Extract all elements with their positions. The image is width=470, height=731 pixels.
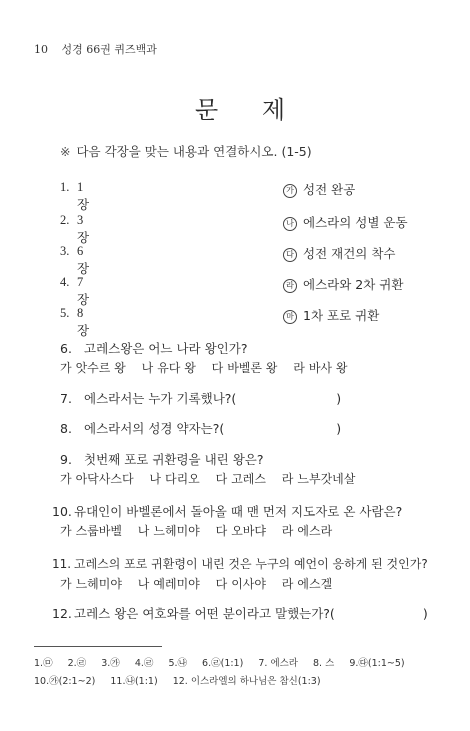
page-number: 10 — [34, 43, 48, 56]
question-number: 12. — [52, 606, 72, 621]
instruction-text: 다음 각장을 맞는 내용과 연결하시오. (1-5) — [76, 144, 312, 159]
question-number: 10. — [52, 504, 72, 519]
running-head — [34, 41, 157, 57]
option: 가 앗수르 왕 — [60, 361, 126, 375]
item-number: 4. — [60, 275, 70, 289]
circled-letter-icon: 다 — [215, 472, 228, 486]
item-number: 3. — [60, 244, 70, 258]
close-paren: ) — [422, 606, 428, 621]
reference-mark: ※ — [60, 144, 71, 159]
footnote-divider — [34, 646, 162, 647]
answer-item: 11.㉯(1:1) — [110, 676, 158, 687]
page-title: 문 제 — [195, 96, 303, 124]
match-text: 1차 포로 귀환 — [303, 308, 380, 323]
close-paren: ) — [336, 421, 342, 436]
option: 다 오바댜 — [215, 524, 266, 538]
answer-item: 9.㉰(1:1~5) — [349, 658, 405, 669]
circled-letter-icon: 나 — [141, 361, 154, 375]
circled-letter-icon: 마 — [283, 310, 297, 324]
answer-item: 4.㉣ — [134, 658, 154, 669]
answer-item: 10.㉮(2:1~2) — [34, 676, 96, 687]
question-text: 고레스 왕은 여호와를 어떤 분이라고 말했는가?( — [74, 606, 335, 621]
question-text: 에스라서는 누가 기록했나?( — [84, 391, 237, 406]
item-number: 2. — [60, 213, 70, 227]
circled-letter-icon: 나 — [283, 217, 297, 231]
question-text: 고레스왕은 어느 나라 왕인가? — [84, 341, 248, 356]
option: 나 유다 왕 — [141, 361, 196, 375]
match-text: 성전 재건의 착수 — [303, 246, 396, 261]
question-11-options — [60, 575, 344, 592]
answer-item: 7. 에스라 — [258, 658, 298, 669]
circled-letter-icon: 다 — [215, 524, 228, 538]
question-9-options — [60, 470, 367, 487]
answer-key-line-2 — [34, 673, 333, 687]
answer-item: 8. 스 — [313, 658, 335, 669]
option: 다 바벨론 왕 — [211, 361, 278, 375]
circled-letter-icon: 가 — [60, 472, 72, 486]
answer-item: 6.㉣(1:1) — [202, 658, 244, 669]
option: 다 고레스 — [215, 472, 266, 486]
chapter-label: 3장 — [77, 213, 90, 245]
question-8 — [60, 419, 341, 437]
question-text: 고레스의 포로 귀환령이 내린 것은 누구의 예언이 응하게 된 것인가? — [74, 557, 428, 571]
option: 나 예레미야 — [137, 577, 200, 591]
answer-item: 1.㉤ — [34, 658, 53, 669]
close-paren: ) — [336, 391, 342, 406]
chapter-label: 7장 — [77, 275, 90, 307]
option: 나 느헤미야 — [137, 524, 200, 538]
question-text: 유대인이 바벨론에서 돌아올 때 맨 먼저 지도자로 온 사람은? — [74, 504, 403, 519]
circled-letter-icon: 나 — [137, 524, 150, 538]
circled-letter-icon: 다 — [215, 577, 228, 591]
option: 가 스룹바벨 — [60, 524, 122, 538]
circled-letter-icon: 라 — [283, 279, 297, 293]
circled-letter-icon: 나 — [137, 577, 150, 591]
option: 라 느부갓네살 — [281, 472, 356, 486]
option: 가 느헤미야 — [60, 577, 122, 591]
circled-letter-icon: 가 — [60, 577, 72, 591]
circled-letter-icon: 나 — [149, 472, 161, 486]
answer-key-line-1 — [34, 655, 405, 669]
item-number: 1. — [60, 180, 70, 194]
option: 라 에스라 — [281, 524, 333, 538]
circled-letter-icon: 다 — [283, 248, 297, 262]
circled-letter-icon: 라 — [293, 361, 305, 375]
item-number: 5. — [60, 306, 70, 320]
question-6-options — [60, 359, 359, 376]
question-10-options — [60, 522, 344, 539]
question-number: 11. — [52, 557, 72, 571]
match-text: 성전 완공 — [303, 182, 356, 197]
circled-letter-icon: 다 — [211, 361, 224, 375]
option: 라 에스겔 — [281, 577, 333, 591]
circled-letter-icon: 가 — [60, 524, 72, 538]
circled-letter-icon: 라 — [281, 472, 294, 486]
chapter-label: 6장 — [77, 244, 90, 276]
match-text: 에스라의 성별 운동 — [303, 215, 408, 230]
option: 나 다리오 — [149, 472, 200, 486]
question-number: 6. — [60, 341, 72, 356]
question-text: 에스라서의 성경 약자는?( — [84, 421, 225, 436]
answer-item: 5.㉯ — [168, 658, 188, 669]
question-number: 7. — [60, 391, 72, 406]
question-9 — [60, 450, 264, 468]
question-11 — [52, 555, 428, 572]
circled-letter-icon: 라 — [281, 577, 294, 591]
answer-item: 12. 이스라엘의 하나님은 참신(1:3) — [172, 676, 321, 687]
question-7 — [60, 389, 341, 407]
option: 가 아닥사스다 — [60, 472, 134, 486]
option: 다 이사야 — [215, 577, 266, 591]
question-number: 8. — [60, 421, 72, 436]
instruction — [60, 142, 312, 160]
question-number: 9. — [60, 452, 72, 467]
question-6 — [60, 339, 247, 357]
chapter-label: 1장 — [77, 180, 90, 212]
answer-item: 3.㉮ — [101, 658, 120, 669]
answer-item: 2.㉣ — [67, 658, 87, 669]
circled-letter-icon: 라 — [281, 524, 294, 538]
question-12 — [52, 604, 428, 622]
match-text: 에스라와 2차 귀환 — [303, 277, 404, 292]
chapter-label: 8장 — [77, 306, 90, 338]
question-text: 첫번째 포로 귀환령을 내린 왕은? — [84, 452, 264, 467]
book-title: 성경 66권 퀴즈백과 — [61, 43, 157, 56]
circled-letter-icon: 가 — [283, 184, 297, 198]
option: 라 바사 왕 — [293, 361, 348, 375]
circled-letter-icon: 가 — [60, 361, 72, 375]
question-10 — [52, 502, 402, 520]
